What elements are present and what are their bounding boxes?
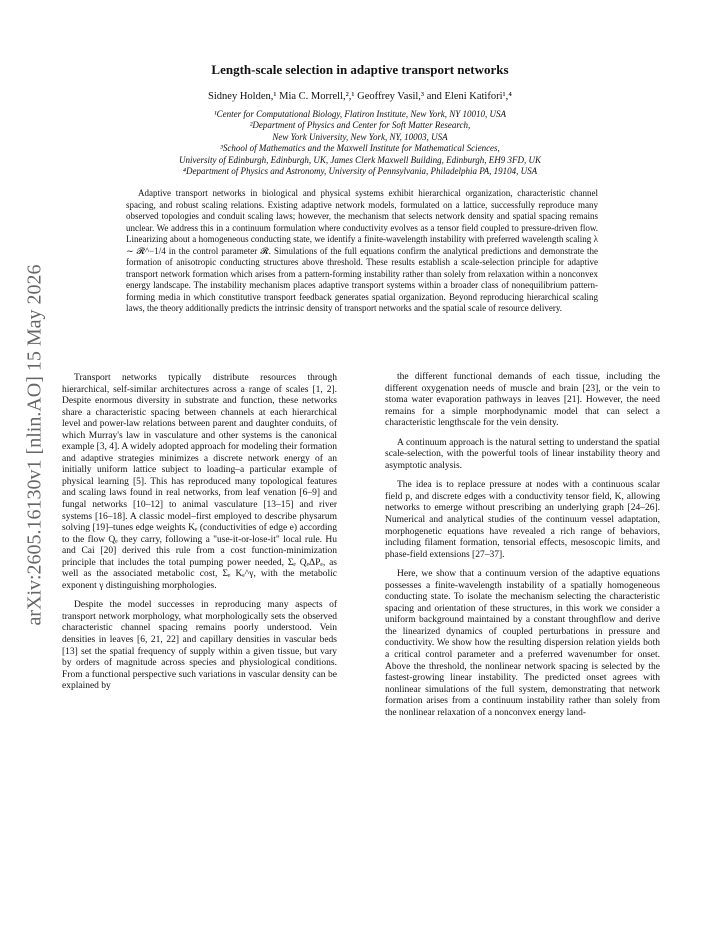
abstract: Adaptive transport networks in biological and physical systems exhibit hierarchical organization, characteristic channel spacing, and robust scaling relations. Existing adaptive network models, formulated on a lattice, successfully reproduce many observed topologies and conduit scaling laws; however, the mechanism that selects network density and spatial spacing remains unclear. We address this in a continuum formulation where conductivity evolves as a tensor field coupled to pressure-driven flow. Linearizing about a homogeneous conducting state, we identify a finite-wavelength instability with preferred wavelength scaling λ ∼ 𝓡^−1/4 in the control parameter 𝓡. Simulations of the full equations confirm the analytical predictions and demonstrate the formation of anisotropic conducting structures above threshold. These results establish a scale-selection principle for adaptive transport network formation which arises from a pattern-forming instability rather than solely from relaxation within a nonconvex energy landscape. The instability mechanism places adaptive transport systems within a broader class of nonequilibrium pattern-forming media in which constitutive transport feedback generates spatial organization. Beyond reproducing hierarchical scaling laws, the theory additionally predicts the intrinsic density of transport networks and the spatial scale of resource delivery. [126,188,598,313]
affiliation-line: ⁴Department of Physics and Astronomy, University of Pennsylvania, Philadelphia PA, 19104, USA [182,166,538,177]
arxiv-identifier: arXiv:2605.16130v1 [nlin.AO] 15 May 2026 [23,264,46,626]
affiliation-line: New York University, New York, NY, 10003, USA [272,131,448,142]
body-column-left [62,373,337,701]
body-paragraph: Here, we show that a continuum version of the adaptive equations possesses a finite-wavelength instability of a spatially homogeneous conducting state. To isolate the mechanism selecting the characteristic spacing and orientation of these structures, in this work we consider a uniform background maintained by a constant throughflow and derive the linearized dynamics of coupled perturbations in pressure and conductivity. We show how the resulting dispersion relation yields both a critical control parameter and a preferred wavenumber for onset. Above the threshold, the nonlinear network spacing is selected by the fastest-growing linear instability. The predicted onset agrees with nonlinear simulations of the full system, demonstrating that network formation arises from a continuum instability rather than solely from the nonlinear relaxation of a nonconvex energy land- [385,569,660,718]
affiliation-line: ³School of Mathematics and the Maxwell Institute for Mathematical Sciences, [220,143,500,154]
affiliations [100,109,620,177]
author-list: Sidney Holden,¹ Mia C. Morrell,²,¹ Geoffrey Vasil,³ and Eleni Katifori¹,⁴ [208,91,512,102]
body-paragraph: A continuum approach is the natural setting to understand the spatial scale-selection, with the powerful tools of linear instability theory and asymptotic analysis. [385,437,660,471]
affiliation-line: University of Edinburgh, Edinburgh, UK, James Clerk Maxwell Building, Edinburgh, EH9 3FD, UK [179,154,541,165]
body-column-right [385,372,660,727]
body-paragraph: Despite the model successes in reproducing many aspects of transport network morphology, what morphologically sets the observed characteristic channel spacing remains poorly understood. Vein densities in leaves [6, 21, 22] and capillary densities in vascular beds [13] set the spatial frequency of supply within a given tissue, but vary by orders of magnitude across species and physiological conditions. From a functional perspective such variations in vascular density can be explained by [62,600,337,692]
body-paragraph: Transport networks typically distribute resources through hierarchical, self-similar architectures across a range of scales [1, 2]. Despite enormous diversity in substrate and function, these networks share a characteristic spacing between channels at each hierarchical level and power-law relations between parent and daughter conduits, of which Murray's law in vasculature and other systems is the canonical example [3, 4]. A widely adopted approach for modeling their formation and adaptive strategies minimizes a discrete network energy of an initially uniform lattice subject to loading–a particular example of physical learning [5]. This has reproduced many topological features and scaling laws found in real networks, from leaf venation [6–9] and fungal networks [10–12] to animal vasculature [13–15] and river systems [16–18]. A classic model–first employed to describe physarum solving [19]–tunes edge weights Kₑ (conductivities of edge e) according to the flow Qₑ they carry, following a "use-it-or-lose-it" local rule. Hu and Cai [20] derived this rule from a cost function-minimization principle that includes the total pumping power needed, Σₑ QₑΔPₑ, as well as the associated metabolic cost, Σₑ Kₑ^γ, with the metabolic exponent γ distinguishing morphologies. [62,373,337,591]
affiliation-line: ²Department of Physics and Center for Soft Matter Research, [249,120,471,131]
body-paragraph: The idea is to replace pressure at nodes with a continuous scalar field p, and discrete edges with a conductivity tensor field, K, allowing networks to emerge without prescribing an underlying graph [24–26]. Numerical and analytical studies of the continuum vessel adaptation, morphogenetic equations have revealed a rich range of behaviors, including filament formation, tensorial effects, mesoscopic limits, and phase-field extensions [27–37]. [385,480,660,560]
arxiv-sidebar-stamp [20,210,50,680]
body-paragraph: the different functional demands of each tissue, including the different oxygenation needs of muscle and brain [23], or the vein to stoma water evaporation pathways in leaves [21]. However, the need remains for a simple morphodynamic model that can select a characteristic lengthscale for the vein density. [385,372,660,429]
paper-title: Length-scale selection in adaptive transport networks [211,62,509,77]
affiliation-line: ¹Center for Computational Biology, Flatiron Institute, New York, NY 10010, USA [213,109,507,119]
